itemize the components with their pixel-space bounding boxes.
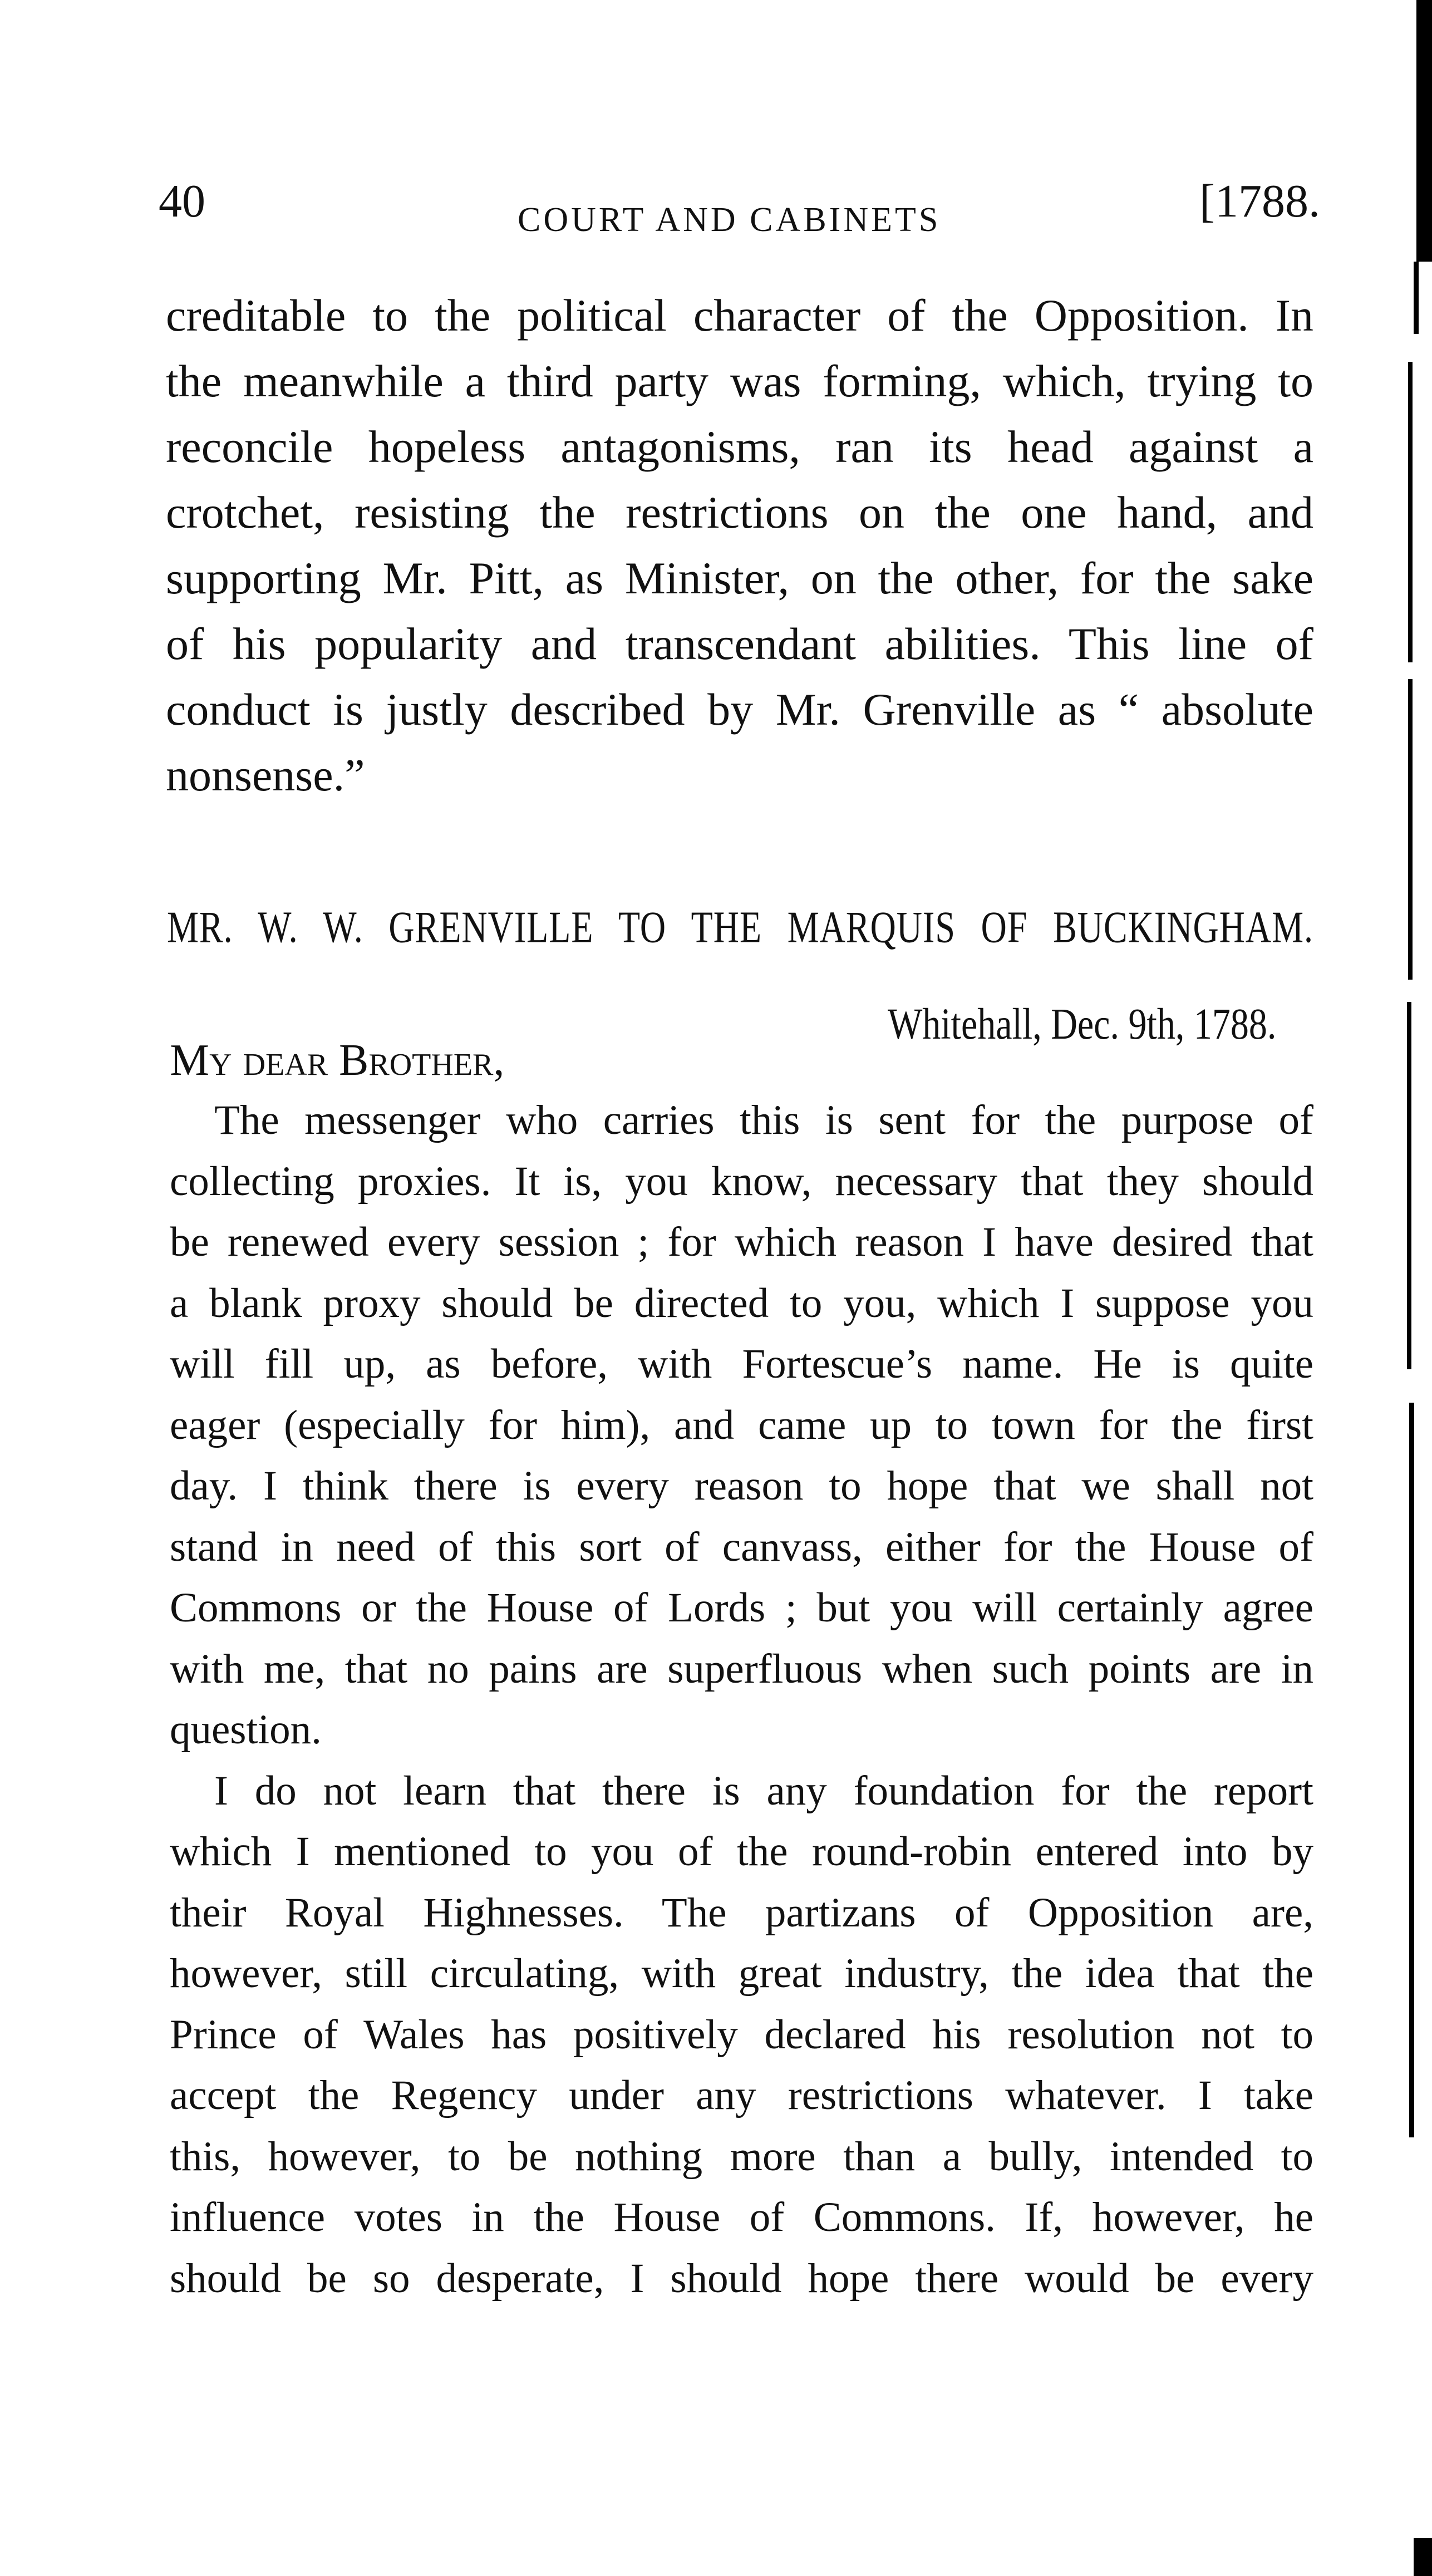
text-line: collecting proxies. It is, you know, necessary that they should — [170, 1158, 1313, 1205]
text-line: with me, that no pains are superfluous when such points are in — [170, 1645, 1313, 1692]
letter-heading: MR. W. W. GRENVILLE TO THE MARQUIS OF BUCKINGHAM. — [167, 902, 1313, 952]
scan-edge-mark — [1414, 262, 1419, 334]
text-line: nonsense.” — [166, 750, 365, 800]
text-line: accept the Regency under any restrictions whatever. I take — [170, 2072, 1313, 2118]
text-line: should be so desperate, I should hope there would be every — [170, 2255, 1313, 2302]
text-line: supporting Mr. Pitt, as Minister, on the other, for the sake — [166, 553, 1313, 603]
text-line: a blank proxy should be directed to you, which I suppose you — [170, 1280, 1313, 1326]
text-line: eager (especially for him), and came up to town for the first — [170, 1402, 1313, 1448]
scan-edge-mark — [1409, 1403, 1414, 2137]
text-line: conduct is justly described by Mr. Grenville as “ absolute — [166, 684, 1313, 735]
text-line: question. — [170, 1707, 322, 1753]
text-line: day. I think there is every reason to hope that we shall not — [170, 1463, 1313, 1509]
text-line: creditable to the political character of the Opposition. In — [166, 290, 1313, 341]
page-number: 40 — [159, 175, 205, 227]
scan-edge-mark — [1416, 0, 1432, 262]
text-line: The messenger who carries this is sent for the purpose of — [214, 1097, 1313, 1143]
text-line: their Royal Highnesses. The partizans of Opposition are, — [170, 1889, 1313, 1936]
text-line: reconcile hopeless antagonisms, ran its head against a — [166, 421, 1313, 472]
text-line: Prince of Wales has positively declared his resolution not to — [170, 2011, 1313, 2058]
text-line: stand in need of this sort of canvass, either for the House of — [170, 1523, 1313, 1570]
text-line: be renewed every session ; for which reason I have desired that — [170, 1219, 1313, 1265]
text-line: influence votes in the House of Commons. If, however, he — [170, 2194, 1313, 2240]
scan-edge-mark — [1408, 362, 1413, 662]
text-line: which I mentioned to you of the round-robin entered into by — [170, 1828, 1313, 1875]
text-line: of his popularity and transcendant abilities. This line of — [166, 618, 1313, 669]
text-line: however, still circulating, with great industry, the idea that the — [170, 1950, 1313, 1997]
letter-dateline: Whitehall, Dec. 9th, 1788. — [888, 1000, 1277, 1049]
scan-edge-mark — [1408, 679, 1413, 980]
text-line: will fill up, as before, with Fortescue’s name. He is quite — [170, 1341, 1313, 1387]
running-year: [1788. — [1199, 175, 1320, 227]
text-line: I do not learn that there is any foundation for the report — [214, 1767, 1313, 1814]
text-line: crotchet, resisting the restrictions on the one hand, and — [166, 487, 1313, 538]
text-line: this, however, to be nothing more than a bully, intended to — [170, 2133, 1313, 2180]
text-line: the meanwhile a third party was forming, which, trying to — [166, 356, 1313, 406]
scan-edge-mark — [1407, 1002, 1411, 1369]
letter-salutation: My dear Brother, — [170, 1036, 505, 1085]
text-line: Commons or the House of Lords ; but you will certainly agree — [170, 1585, 1313, 1631]
scan-edge-mark — [1414, 2538, 1432, 2576]
running-title: COURT AND CABINETS — [518, 201, 941, 239]
